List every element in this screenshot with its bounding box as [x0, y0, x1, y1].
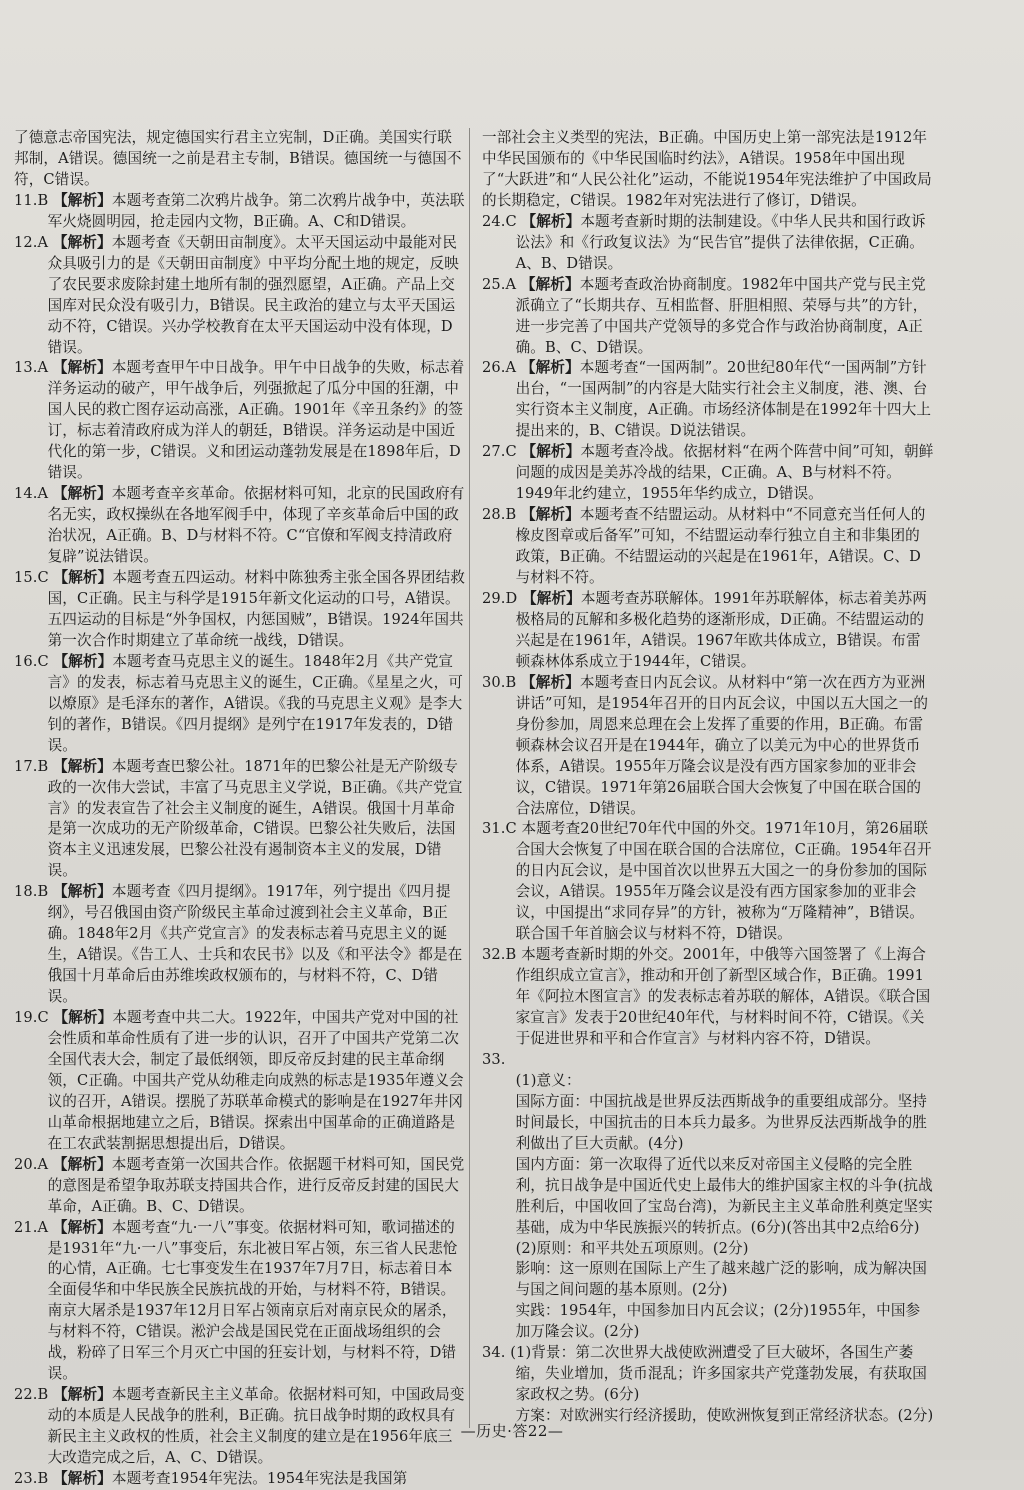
analysis-tag: 【解析】 [521, 443, 581, 461]
answer-number: 29.D [482, 589, 518, 607]
answer-number: 14.A [14, 485, 49, 503]
answer-text: 本题考查第一次国共合作。依据题干材料可知，国民党的意图是希望争取苏联支持国共合作，进行反帝反封建的国民大革命，A正确。B、C、D错误。 [47, 1155, 465, 1215]
answer-item [14, 191, 466, 233]
answer-item [14, 358, 466, 484]
answer-line: 方案：对欧洲实行经济援助，使欧洲恢复到正常经济状态。(2分) [515, 1407, 934, 1425]
answer-number: 28.B [482, 506, 517, 524]
answer-33 [482, 1050, 934, 1343]
answer-text: 本题考查1954年宪法。1954年宪法是我国第 [111, 1470, 408, 1487]
analysis-tag: 【解析】 [52, 1218, 112, 1236]
answer-item [14, 1008, 466, 1155]
answer-text: 本题考查“九·一八”事变。依据材料可知，歌词描述的是1931年“九·一八”事变后，东北被日军占领，东三省人民悲怆的心情，A正确。七七事变发生在1937年7月7日，标志着日本全面侵华和中华民族全民族抗战的开始，与材料不符，B错误。南京大屠杀是1937年12月日军占领南京后对南京民众的屠杀，与材料不符，C错误。淞沪会战是国民党在正面战场组织的会战，粉碎了日军三个月灭亡中国的狂妄计划，与材料不符，D错误。 [47, 1218, 458, 1383]
analysis-tag: 【解析】 [520, 359, 580, 377]
answer-text: 本题考查中共二大。1922年，中国共产党对中国的社会性质和革命性质有了进一步的认识，召开了中国共产党第二次全国代表大会，制定了最低纲领，即反帝反封建的民主革命纲领，C正确。中国共产党从幼稚走向成熟的标志是1935年遵义会议的召开，A错误。摆脱了苏联革命模式的影响是在1927年井冈山革命根据地建立之后，B错误。探索出中国革命的正确道路是在工农武装割据思想提出后，D错误。 [47, 1009, 464, 1152]
analysis-tag: 【解析】 [521, 506, 580, 524]
analysis-tag: 【解析】 [53, 883, 112, 901]
answer-text: 本题考查第二次鸦片战争。第二次鸦片战争中，英法联军火烧圆明园，抢走园内文物，B正确。A、C和D错误。 [47, 191, 465, 230]
answer-34 [482, 1343, 934, 1427]
answer-text: 本题考查日内瓦会议。从材料中“第一次在西方为亚洲讲话”可知，是1954年召开的日内瓦会议，中国以五大国之一的身份参加，周恩来总理在会上发挥了重要的作用，B正确。布雷顿森林会议召开是在1944年，确立了以美元为中心的世界货币体系，A错误。1955年万隆会议是没有西方国家参加的亚非会议，C错误。1971年第26届联合国大会恢复了中国在联合国的合法席位，D错误。 [515, 673, 929, 817]
answer-text: 本题考查苏联解体。1991年苏联解体，标志着美苏两极格局的瓦解和多极化趋势的逐渐形成，D正确。不结盟运动的兴起是在1961年，A错误。1967年欧共体成立，B错误。布雷顿森林体系成立于1944年，C错误。 [515, 589, 927, 670]
answer-number: 15.C [14, 569, 49, 587]
answer-line: (2)原则：和平共处五项原则。(2分) [515, 1239, 749, 1257]
answer-number: 12.A [14, 233, 49, 251]
answer-text: 本题考查新时期的法制建设。《中华人民共和国行政诉讼法》和《行政复议法》为“民告官”提供了法律依据，C正确。A、B、D错误。 [515, 212, 926, 272]
answer-number: 21.A [14, 1218, 49, 1236]
analysis-tag: 【解析】 [521, 212, 581, 230]
answer-number: 11.B [14, 191, 49, 209]
answer-line: 影响：这一原则在国际上产生了越来越广泛的影响，成为解决国与国之间问题的基本原则。(2分) [515, 1260, 928, 1299]
answer-number: 19.C [14, 1009, 49, 1027]
answer-item [14, 652, 466, 757]
answer-number: 18.B [14, 883, 49, 901]
continued-answer-10: 了德意志帝国宪法，规定德国实行君主立宪制，D正确。美国实行联邦制，A错误。德国统一之前是君主专制，B错误。德国统一与德国不符，C错误。 [14, 129, 462, 188]
answer-33-body [482, 1071, 934, 1343]
page-footer: —历史·答22— [460, 1422, 564, 1440]
answer-text: 本题考查新民主主义革命。依据材料可知，中国政局变动的本质是人民战争的胜利，B正确。抗日战争时期的政权具有新民主主义政权的性质，社会主义制度的建立是在1956年底三大改造完成之后，A、C、D错误。 [47, 1386, 465, 1467]
analysis-tag: 【解析】 [53, 1470, 112, 1487]
answer-number: 34. [482, 1344, 506, 1362]
answer-text: 本题考查马克思主义的诞生。1848年2月《共产党宣言》的发表，标志着马克思主义的诞生，C正确。《星星之火，可以燎原》是毛泽东的著作，A错误。《我的马克思主义观》是李大钊的著作，B错误。《四月提纲》是列宁在1917年发表的，D错误。 [47, 652, 463, 754]
answer-number: 27.C [482, 443, 517, 461]
answer-number: 32.B [482, 946, 517, 964]
answer-number: 26.A [482, 359, 517, 377]
answer-item [482, 442, 934, 505]
answer-line: (1)意义： [515, 1071, 581, 1089]
analysis-tag: 【解析】 [521, 673, 580, 691]
answer-item [14, 484, 466, 568]
answer-item [14, 1218, 466, 1386]
answer-33-number: 33. [482, 1050, 506, 1068]
answer-number: 20.A [14, 1155, 49, 1173]
answer-item [14, 882, 466, 1008]
answer-text: 本题考查五四运动。材料中陈独秀主张全国各界团结救国，C正确。民主与科学是1915年新文化运动的口号，A错误。五四运动的目标是“外争国权，内惩国贼”，B错误。1924年国共第一次合作时期建立了革命统一战线，D错误。 [47, 569, 465, 649]
analysis-tag: 【解析】 [53, 1009, 113, 1027]
answer-text: 本题考查辛亥革命。依据材料可知，北京的民国政府有名无实，政权操纵在各地军阀手中，体现了辛亥革命后中国的政治状况，A正确。B、D与材料不符。C“官僚和军阀支持清政府复辟”说法错误。 [47, 485, 465, 566]
answer-text: 本题考查《四月提纲》。1917年，列宁提出《四月提纲》，号召俄国由资产阶级民主革命过渡到社会主义革命，B正确。1848年2月《共产党宣言》的发表标志着马克思主义的诞生，A错误。《告工人、士兵和农民书》以及《和平法令》都是在俄国十月革命后由苏维埃政权颁布的，与材料不符，C、D错误。 [47, 883, 463, 1006]
answer-item [14, 233, 466, 359]
answer-number: 13.A [14, 359, 49, 377]
analysis-tag: 【解析】 [52, 485, 112, 503]
answer-text: 本题考查《天朝田亩制度》。太平天国运动中最能对民众具吸引力的是《天朝田亩制度》中平均分配土地的规定，反映了农民要求废除封建土地所有制的强烈愿望，A正确。产品上交国库对民众没有吸引力，B错误。民主政治的建立与太平天国运动不符，C错误。兴办学校教育在太平天国运动中没有体现，D错误。 [47, 233, 460, 356]
answer-34-body [482, 1343, 934, 1427]
analysis-tag: 【解析】 [53, 757, 112, 775]
answer-text: 本题考查不结盟运动。从材料中“不同意充当任何人的橡皮图章或后备军”可知，不结盟运动奉行独立自主和非集团的政策，B正确。不结盟运动的兴起是在1961年，A错误。C、D与材料不符。 [515, 506, 926, 587]
answer-item [14, 1469, 466, 1490]
answer-number: 23.B [14, 1470, 49, 1487]
answer-number: 25.A [482, 275, 517, 293]
answer-number: 17.B [14, 757, 49, 775]
answer-number: 16.C [14, 652, 49, 670]
analysis-tag: 【解析】 [53, 569, 113, 587]
answer-text: 本题考查巴黎公社。1871年的巴黎公社是无产阶级专政的一次伟大尝试，丰富了马克思主义学说，B正确。《共产党宣言》的发表宣告了社会主义制度的诞生，A错误。俄国十月革命是第一次成功的无产阶级革命，C错误。巴黎公社失败后，法国资本主义迅速发展，巴黎公社没有遏制资本主义的发展，D错误。 [47, 757, 463, 880]
answer-item [482, 358, 934, 442]
answer-text: 本题考查20世纪70年代中国的外交。1971年10月，第26届联合国大会恢复了中国在联合国的合法席位，C正确。1954年召开的日内瓦会议，是中国首次以世界五大国之一的身份参加的国际会议，A错误。1955年万隆会议是没有西方国家参加的亚非会议，中国提出“求同存异”的方针，被称为“万隆精神”，B错误。联合国千年首脑会议与材料不符，D错误。 [515, 820, 932, 943]
answer-text: 本题考查政治协商制度。1982年中国共产党与民主党派确立了“长期共存、互相监督、肝胆相照、荣辱与共”的方针，进一步完善了中国共产党领导的多党合作与政治协商制度，A正确。B、C、D错误。 [515, 275, 928, 356]
answer-text: 本题考查冷战。依据材料“在两个阵营中间”可知，朝鲜问题的成因是美苏冷战的结果，C正确。A、B与材料不符。1949年北约建立，1955年华约成立，D错误。 [515, 443, 934, 503]
answer-text: 本题考查甲午中日战争。甲午中日战争的失败，标志着洋务运动的破产，甲午战争后，列强掀起了瓜分中国的狂潮，中国人民的救亡图存运动高涨，A正确。1901年《辛丑条约》的签订，标志着清政府成为洋人的朝廷，B错误。洋务运动是中国近代化的第一步，C错误。义和团运动蓬勃发展是在1898年后，D错误。 [47, 359, 465, 482]
analysis-tag: 【解析】 [520, 275, 580, 293]
analysis-tag: 【解析】 [53, 652, 113, 670]
answer-item [14, 568, 466, 652]
left-column [14, 128, 466, 1490]
answer-item [482, 212, 934, 275]
analysis-tag: 【解析】 [53, 191, 112, 209]
analysis-tag: 【解析】 [52, 1155, 112, 1173]
answer-number: 24.C [482, 212, 517, 230]
analysis-tag: 【解析】 [52, 233, 112, 251]
right-answer-list [482, 212, 934, 1050]
answer-text: 本题考查新时期的外交。2001年，中俄等六国签署了《上海合作组织成立宣言》，推动和开创了新型区域合作，B正确。1991年《阿拉木图宣言》的发表标志着苏联的解体，A错误。《联合国家宣言》发表于20世纪40年代，与材料时间不符，C错误。《关于促进世界和平和合作宣言》与材料内容不符，D错误。 [515, 946, 931, 1047]
answer-item [482, 673, 934, 820]
answer-item [482, 819, 934, 945]
left-answer-list [14, 191, 466, 1490]
answer-number: 31.C [482, 820, 517, 838]
answer-number: 30.B [482, 673, 517, 691]
answer-line: (1)背景：第二次世界大战使欧洲遭受了巨大破坏，各国生产萎缩，失业增加，货币混乱；许多国家共产党蓬勃发展，有获取国家政权之势。(6分) [510, 1344, 928, 1404]
answer-item [482, 275, 934, 359]
right-column [482, 128, 934, 1427]
answer-item [14, 1155, 466, 1218]
answer-item [482, 505, 934, 589]
answer-line: 国内方面：第一次取得了近代以来反对帝国主义侵略的完全胜利，抗日战争是中国近代史上最伟大的维护国家主权的斗争(抗战胜利后，中国收回了宝岛台湾)，为新民主主义革命胜利奠定坚实基础，成为中华民族振兴的转折点。(6分)(答出其中2点给6分) [515, 1155, 933, 1236]
analysis-tag: 【解析】 [52, 359, 112, 377]
answer-text: 本题考查“一国两制”。20世纪80年代“一国两制”方针出台，“一国两制”的内容是大陆实行社会主义制度，港、澳、台实行资本主义制度，A正确。市场经济体制是在1992年十四大上提出来的，B、C错误。D说法错误。 [515, 359, 932, 440]
answer-line: 实践：1954年，中国参加日内瓦会议；(2分)1955年，中国参加万隆会议。(2分) [515, 1302, 921, 1341]
answer-line: 国际方面：中国抗战是世界反法西斯战争的重要组成部分。坚持时间最长，中国抗击的日本兵力最多。为世界反法西斯战争的胜利做出了巨大贡献。(4分) [515, 1092, 928, 1152]
analysis-tag: 【解析】 [522, 589, 581, 607]
column-divider [469, 128, 470, 1428]
analysis-tag: 【解析】 [53, 1386, 112, 1404]
answer-item [14, 757, 466, 883]
answer-number: 22.B [14, 1386, 49, 1404]
answer-line-row [482, 1343, 934, 1406]
answer-item [482, 945, 934, 1050]
answer-item [482, 589, 934, 673]
continued-answer-23: 一部社会主义类型的宪法，B正确。中国历史上第一部宪法是1912年中华民国颁布的《中华民国临时约法》，A错误。1958年中国出现了“大跃进”和“人民公社化”运动，不能说1954年宪法维护了中国政局的长期稳定，C错误。1982年对宪法进行了修订，D错误。 [482, 129, 932, 209]
